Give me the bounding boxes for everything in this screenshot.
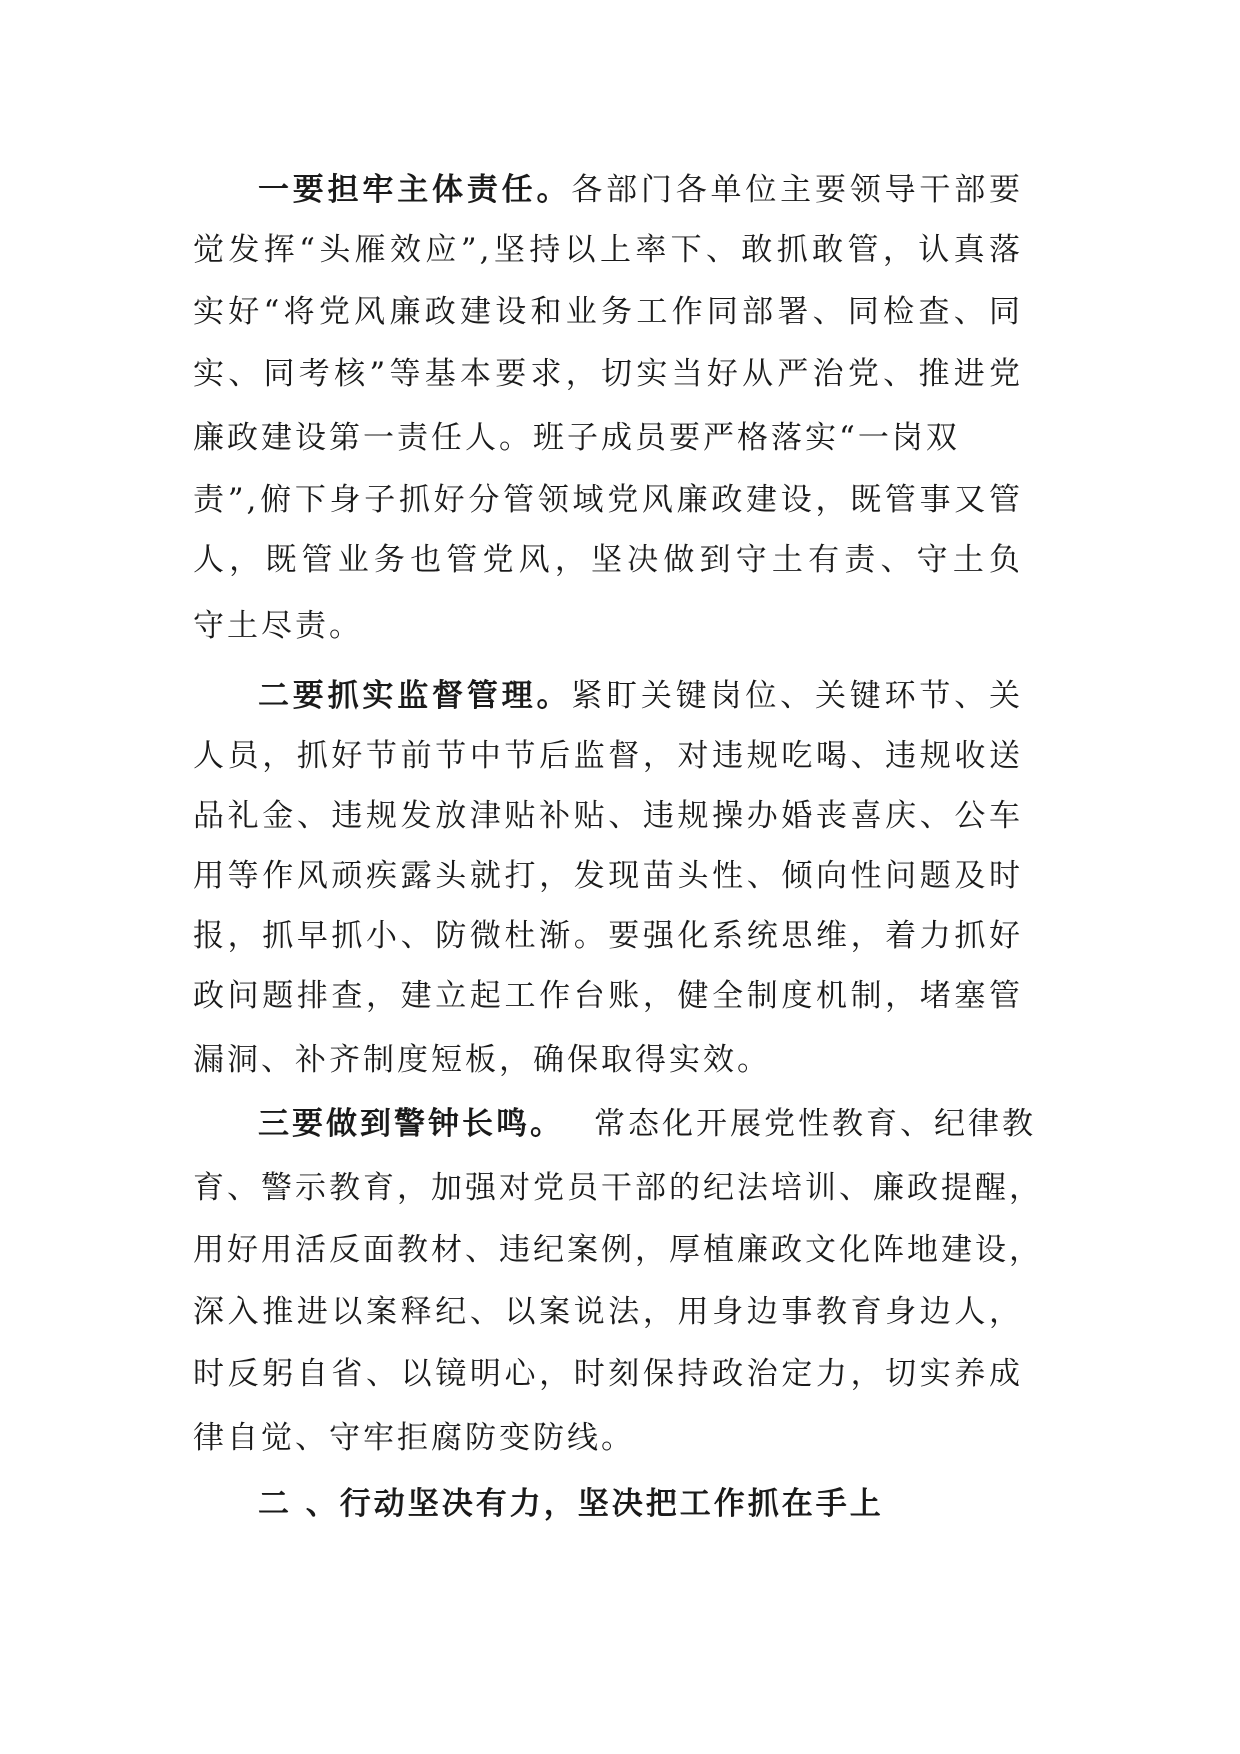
paragraph-1-lead: 一要担牢主体责任。 [258,172,572,208]
paragraph-1-line-7: 人，既管业务也管党风，坚决做到守土有责、守土负 [193,542,1023,578]
paragraph-3-line-6: 律自觉、守牢拒腐防变防线。 [193,1420,635,1456]
paragraph-2-line-1 [258,676,1023,716]
section-heading: 二 、行动坚决有力，坚决把工作抓在手上 [258,1486,884,1522]
paragraph-2-line-3: 品礼金、违规发放津贴补贴、违规操办婚丧喜庆、公车 [193,798,1023,834]
paragraph-3-line-4: 深入推进以案释纪、以案说法，用身边事教育身边人， [193,1294,1023,1330]
paragraph-1-line-6: 责”,俯下身子抓好分管领域党风廉政建设，既管事又管 [193,482,1023,518]
paragraph-3-line-2: 育、警示教育，加强对党员干部的纪法培训、廉政提醒， [193,1170,1043,1206]
paragraph-1-text: 各部门各单位主要领导干部要 [571,172,1023,208]
paragraph-2-line-4: 用等作风顽疾露头就打，发现苗头性、倾向性问题及时 [193,858,1023,894]
paragraph-3-line-1 [258,1104,1088,1144]
paragraph-2-line-6: 政问题排查，建立起工作台账，健全制度机制，堵塞管 [193,978,1023,1014]
paragraph-2-lead: 二要抓实监督管理。 [258,678,572,714]
paragraph-1-line-5: 廉政建设第一责任人。班子成员要严格落实“一岗双 [193,420,960,456]
paragraph-2-line-2: 人员，抓好节前节中节后监督，对违规吃喝、违规收送 [193,738,1023,774]
paragraph-2-line-5: 报，抓早抓小、防微杜渐。要强化系统思维，着力抓好 [193,918,1023,954]
paragraph-2-text: 紧盯关键岗位、关键环节、关 [571,678,1023,714]
paragraph-3-lead: 三要做到警钟长鸣。 [258,1106,564,1142]
paragraph-1-line-4: 实、同考核”等基本要求，切实当好从严治党、推进党 [193,356,1023,392]
paragraph-1-line-1 [258,170,1023,210]
paragraph-1-line-8: 守土尽责。 [193,608,363,644]
paragraph-1-line-2: 觉发挥“头雁效应”,坚持以上率下、敢抓敢管，认真落 [193,232,1023,268]
paragraph-3-line-3: 用好用活反面教材、违纪案例，厚植廉政文化阵地建设， [193,1232,1043,1268]
paragraph-2-line-7: 漏洞、补齐制度短板，确保取得实效。 [193,1042,771,1078]
paragraph-3-line-5: 时反躬自省、以镜明心，时刻保持政治定力，切实养成 [193,1356,1023,1392]
paragraph-3-text: 常态化开展党性教育、纪律教 [594,1106,1036,1142]
paragraph-1-line-3: 实好“将党风廉政建设和业务工作同部署、同检查、同 [193,294,1023,330]
